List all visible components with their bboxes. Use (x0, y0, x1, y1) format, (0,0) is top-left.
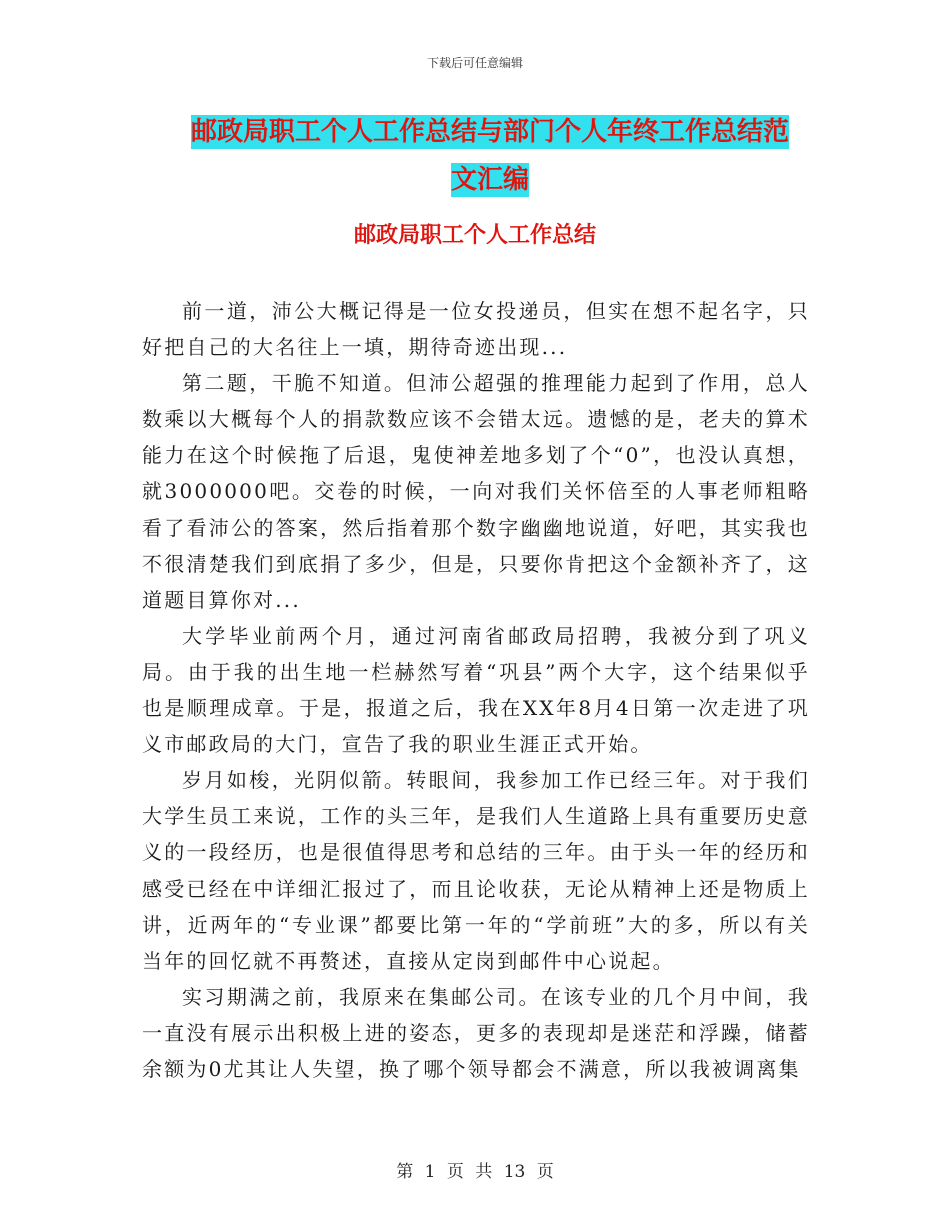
paragraph: 大学毕业前两个月，通过河南省邮政局招聘，我被分到了巩义局。由于我的出生地一栏赫然写着“巩县”两个大字，这个结果似乎也是顺理成章。于是，报道之后，我在XX年8月4日第一次走进了巩义市邮政局的大门，宣告了我的职业生涯正式开始。 (142, 623, 810, 757)
paragraph: 前一道，沛公大概记得是一位女投递员，但实在想不起名字，只好把自己的大名往上一填，期待奇迹出现... (142, 299, 810, 360)
paragraph: 岁月如梭，光阴似箭。转眼间，我参加工作已经三年。对于我们大学生员工来说，工作的头三年，是我们人生道路上具有重要历史意义的一段经历，也是很值得思考和总结的三年。由于头一年的经历和感受已经在中详细汇报过了，而且论收获，无论从精神上还是物质上讲，近两年的“专业课”都要比第一年的“学前班”大的多，所以有关当年的回忆就不再赘述，直接从定岗到邮件中心说起。 (142, 768, 810, 973)
page-footer: 第 1 页 共 13 页 (396, 1162, 554, 1182)
document-title-line-2: 文汇编 (450, 165, 529, 195)
header-note: 下载后可任意编辑 (426, 56, 523, 70)
document-title-line-1: 邮政局职工个人工作总结与部门个人年终工作总结范 (190, 117, 789, 147)
body-text (142, 293, 810, 1087)
section-title: 邮政局职工个人工作总结 (353, 223, 596, 248)
paragraph: 第二题，干脆不知道。但沛公超强的推理能力起到了作用，总人数乘以大概每个人的捐款数应该不会错太远。遗憾的是，老夫的算术能力在这个时候拖了后退，鬼使神差地多划了个“0”，也没认真想，就3000000吧。交卷的时候，一向对我们关怀倍至的人事老师粗略看了看沛公的答案，然后指着那个数字幽幽地说道，好吧，其实我也不很清楚我们到底捐了多少，但是，只要你肯把这个金额补齐了，这道题目算你对... (142, 371, 810, 612)
paragraph: 实习期满之前，我原来在集邮公司。在该专业的几个月中间，我一直没有展示出积极上进的姿态，更多的表现却是迷茫和浮躁，储蓄余额为0尤其让人失望，换了哪个领导都会不满意，所以我被调离集 (142, 984, 810, 1081)
document-title (140, 108, 840, 204)
